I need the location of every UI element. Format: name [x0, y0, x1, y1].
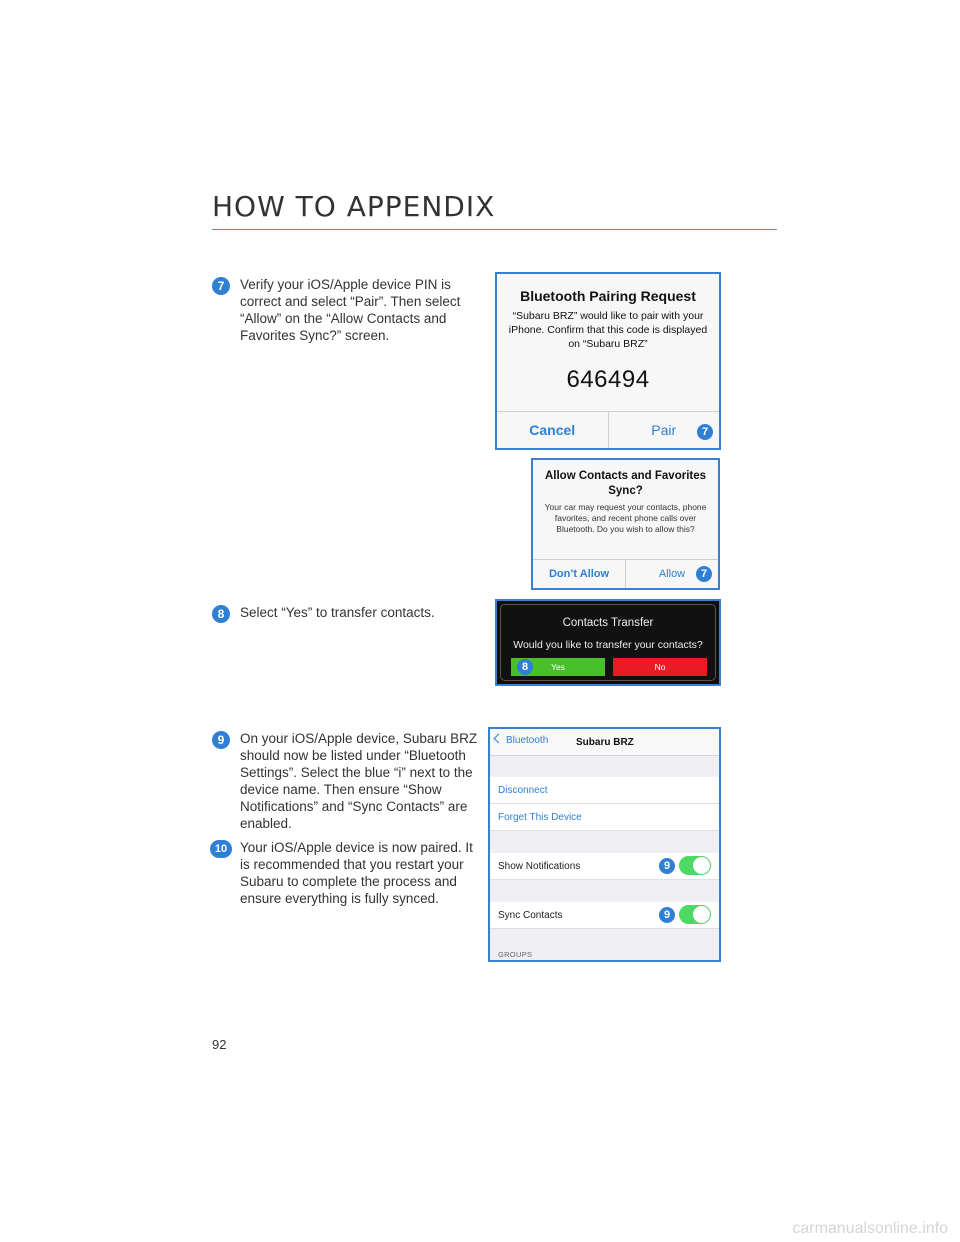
nav-title: Subaru BRZ [576, 737, 634, 748]
step-8 [212, 604, 482, 621]
step-number-badge: 9 [212, 731, 230, 749]
sync-contacts-label: Sync Contacts [498, 910, 563, 921]
back-label: Bluetooth [506, 735, 549, 746]
transfer-dialog-title: Contacts Transfer [562, 617, 654, 629]
step-9 [212, 730, 482, 832]
disconnect-label: Disconnect [498, 785, 548, 796]
groups-section-header: GROUPS [498, 950, 533, 959]
page-title: HOW TO APPENDIX [212, 190, 496, 223]
step-number-badge: 10 [210, 840, 232, 858]
forget-device-label: Forget This Device [498, 812, 582, 823]
allow-contacts-screenshot [531, 458, 720, 590]
contacts-transfer-dialog [500, 604, 716, 681]
nav-bar [490, 729, 719, 756]
pair-button[interactable]: Pair [651, 422, 677, 438]
sync-contacts-row [490, 902, 719, 929]
chevron-left-icon [494, 734, 504, 744]
pairing-dialog-message: “Subaru BRZ” would like to pair with your iPhone. Confirm that this code is displayed on “Subaru BRZ” [508, 310, 708, 350]
step-marker: 7 [696, 566, 712, 582]
transfer-dialog-message: Would you like to transfer your contacts? [513, 639, 703, 651]
step-number-badge: 8 [212, 605, 230, 623]
bluetooth-settings-screenshot [488, 727, 721, 962]
forget-device-row[interactable] [490, 804, 719, 831]
pairing-code: 646494 [566, 366, 650, 393]
toggle-knob [693, 857, 710, 874]
disconnect-row[interactable] [490, 777, 719, 804]
step-text: On your iOS/Apple device, Subaru BRZ should now be listed under “Bluetooth Settings”. Select the blue “i” next to the device name. Then ensure “Show Notifications” and “Sync Contacts” are enabled. [240, 731, 478, 831]
step-7 [212, 276, 482, 344]
dont-allow-button[interactable]: Don’t Allow [533, 560, 626, 588]
step-marker: 8 [517, 659, 533, 675]
step-text: Your iOS/Apple device is now paired. It is recommended that you restart your Subaru to complete the process and ensure everything is fully synced. [240, 840, 473, 906]
cancel-button[interactable]: Cancel [497, 412, 609, 448]
step-number-badge: 7 [212, 277, 230, 295]
step-marker: 9 [659, 907, 675, 923]
yes-button[interactable]: Yes [511, 658, 605, 676]
allow-dialog-title: Allow Contacts and Favorites Sync? [544, 470, 707, 497]
watermark: carmanualsonline.info [792, 1220, 948, 1237]
allow-button-row [533, 559, 718, 588]
allow-button[interactable]: Allow [658, 568, 686, 580]
sync-contacts-toggle[interactable] [679, 905, 711, 924]
step-marker: 7 [697, 424, 713, 440]
no-button[interactable]: No [613, 658, 707, 676]
back-button[interactable] [495, 735, 548, 746]
toggle-knob [693, 906, 710, 923]
pairing-button-row [497, 411, 719, 448]
contacts-transfer-screenshot [495, 599, 721, 686]
show-notifications-toggle[interactable] [679, 856, 711, 875]
show-notifications-row [490, 853, 719, 880]
step-text: Verify your iOS/Apple device PIN is correct and select “Pair”. Then select “Allow” on the “Allow Contacts and Favorites Sync?” screen. [240, 277, 461, 343]
step-text: Select “Yes” to transfer contacts. [240, 605, 435, 620]
pairing-dialog-title: Bluetooth Pairing Request [520, 288, 696, 304]
header-divider [212, 229, 777, 230]
allow-dialog-message: Your car may request your contacts, phone favorites, and recent phone calls over Bluetooth. Do you wish to allow this? [544, 502, 707, 534]
page-number: 92 [212, 1037, 227, 1052]
pairing-request-screenshot [495, 272, 721, 450]
step-10 [212, 839, 482, 907]
step-marker: 9 [659, 858, 675, 874]
show-notifications-label: Show Notifications [498, 861, 581, 872]
